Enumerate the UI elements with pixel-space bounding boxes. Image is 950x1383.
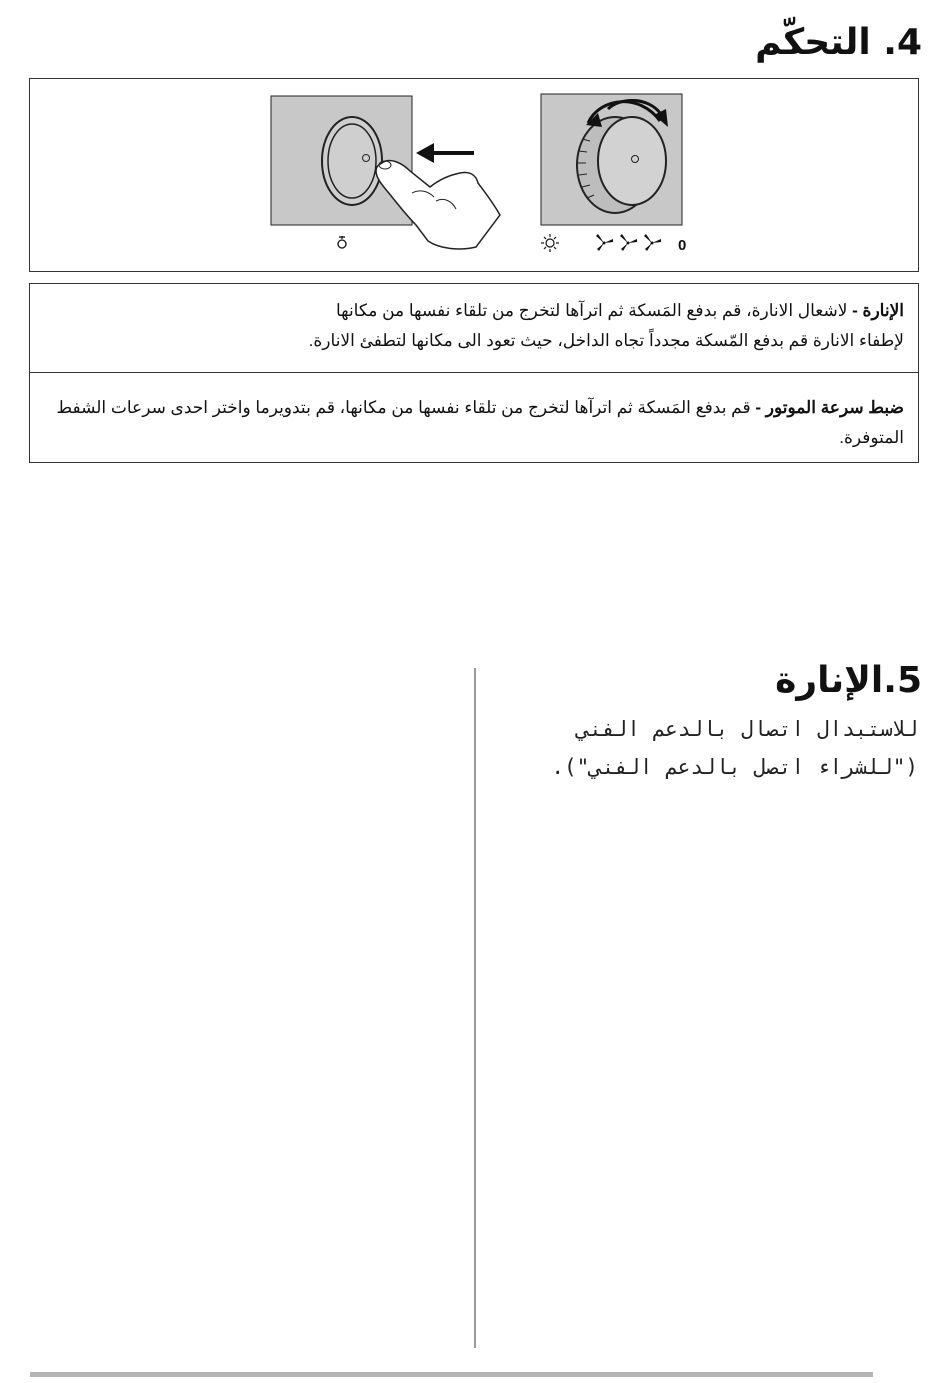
motor-text: قم بدفع المَسكة ثم اترآها لتخرج من تلقاء نفسها من مكانها، قم بتدويرما واختر احدى سرعات الشفط المتوفرة. — [56, 398, 904, 447]
sun-icon — [541, 234, 559, 252]
light-bulb-icon — [338, 236, 346, 248]
motor-label: ضبط سرعة الموتور - — [755, 398, 904, 417]
fan-icon — [620, 234, 637, 251]
lighting-line-2: لإطفاء الانارة قم بدفع المّسكة مجدداً تجاه الداخل، حيث تعود الى مكانها لتطفئ الانارة. — [308, 331, 904, 350]
replacement-line-2: ("للشراء اتصل بالدعم الفني"). — [551, 755, 918, 779]
motor-speed-instructions — [29, 372, 919, 463]
fan-icon — [596, 234, 613, 251]
controls-illustration — [29, 78, 919, 272]
lighting-instructions — [29, 283, 919, 373]
lighting-line-1: الإنارة - لاشعال الانارة، قم بدفع المَسكة ثم اترآها لتخرج من تلقاء نفسها من مكانها — [335, 301, 904, 320]
section-4-title: 4. التحكّم — [755, 22, 922, 63]
section-5-title: 5.الإنارة — [775, 660, 922, 701]
speed-zero-label: 0 — [678, 237, 687, 254]
footer-bar — [30, 1372, 873, 1377]
lighting-replacement-text — [498, 710, 918, 786]
push-arrow-icon — [416, 143, 474, 163]
column-divider — [474, 668, 476, 1348]
lighting-label: الإنارة - — [852, 301, 904, 320]
fan-icon — [644, 234, 661, 251]
replacement-line-1: للاستبدال اتصال بالدعم الفني — [576, 717, 918, 741]
rotary-knob-panel — [541, 94, 682, 225]
